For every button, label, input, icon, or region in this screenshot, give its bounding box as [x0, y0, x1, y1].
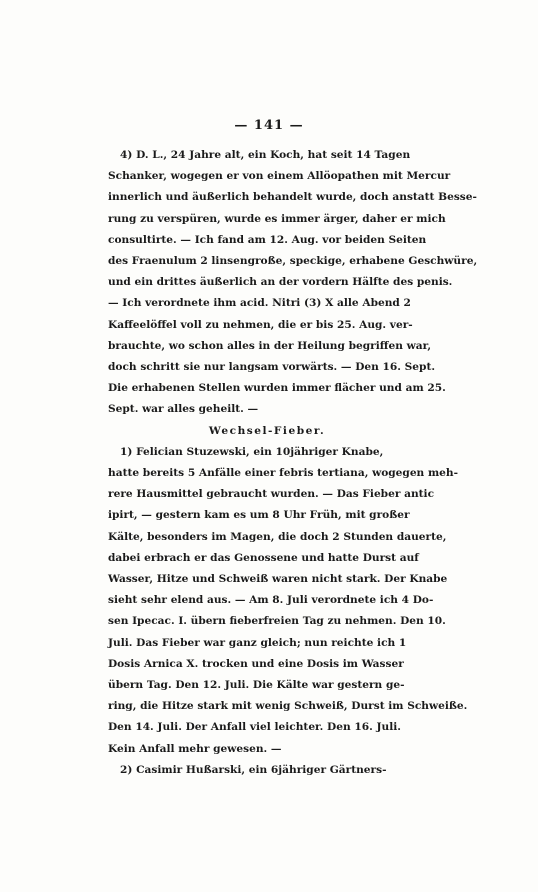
text-line: Schanker, wogegen er von einem Allöopathen mit Mercur [108, 170, 451, 183]
text-line: Kälte, besonders im Magen, die doch 2 Stunden dauerte, [108, 530, 447, 543]
text-line: sieht sehr elend aus. — Am 8. Juli verordnete ich 4 Do- [108, 594, 434, 607]
text-line: rung zu verspüren, wurde es immer ärger, daher er mich [108, 212, 446, 225]
text-line: übern Tag. Den 12. Juli. Die Kälte war gestern ge- [108, 679, 405, 692]
section-heading: Wechsel-Fieber. [208, 424, 326, 437]
text-line: Sept. war alles geheilt. — [108, 403, 259, 416]
text-line: — Ich verordnete ihm acid. Nitri (3) X alle Abend 2 [108, 297, 411, 310]
text-line: sen Ipecac. I. übern fieberfreien Tag zu nehmen. Den 10. [108, 615, 446, 628]
text-line: ring, die Hitze stark mit wenig Schweiß, Durst im Schweiße. [108, 700, 468, 713]
text-line: Kaffeelöffel voll zu nehmen, die er bis 25. Aug. ver- [108, 318, 413, 331]
body-text [108, 145, 478, 781]
text-line: rere Hausmittel gebraucht wurden. — Das Fieber antic [108, 488, 435, 501]
text-line: hatte bereits 5 Anfälle einer febris tertiana, wogegen meh- [108, 467, 458, 480]
text-line: Wasser, Hitze und Schweiß waren nicht stark. Der Knabe [108, 573, 448, 586]
text-line: doch schritt sie nur langsam vorwärts. — Den 16. Sept. [108, 361, 436, 374]
text-line: Die erhabenen Stellen wurden immer flächer und am 25. [108, 382, 446, 395]
text-line: Kein Anfall mehr gewesen. — [108, 742, 282, 755]
text-line: des Fraenulum 2 linsengroße, speckige, erhabene Geschwüre, [108, 255, 478, 268]
text-line: 4) D. L., 24 Jahre alt, ein Koch, hat seit 14 Tagen [120, 149, 411, 161]
text-line: 1) Felician Stuzewski, ein 10jähriger Knabe, [120, 445, 384, 458]
text-line: innerlich und äußerlich behandelt wurde, doch anstatt Besse- [108, 191, 477, 204]
page-number: — 141 — [234, 118, 304, 133]
text-line: dabei erbrach er das Genossene und hatte Durst auf [108, 551, 419, 564]
text-line: Dosis Arnica X. trocken und eine Dosis im Wasser [108, 657, 404, 670]
text-line: Den 14. Juli. Der Anfall viel leichter. Den 16. Juli. [108, 721, 401, 734]
text-line: ipirt, — gestern kam es um 8 Uhr Früh, mit großer [108, 509, 410, 522]
text-line: consultirte. — Ich fand am 12. Aug. vor beiden Seiten [108, 233, 427, 246]
text-line: brauchte, wo schon alles in der Heilung begriffen war, [108, 339, 432, 352]
text-line: und ein drittes äußerlich an der vordern Hälfte des penis. [108, 276, 453, 289]
text-line: Juli. Das Fieber war ganz gleich; nun reichte ich 1 [108, 636, 407, 649]
text-line: 2) Casimir Hußarski, ein 6jähriger Gärtners- [120, 763, 387, 776]
